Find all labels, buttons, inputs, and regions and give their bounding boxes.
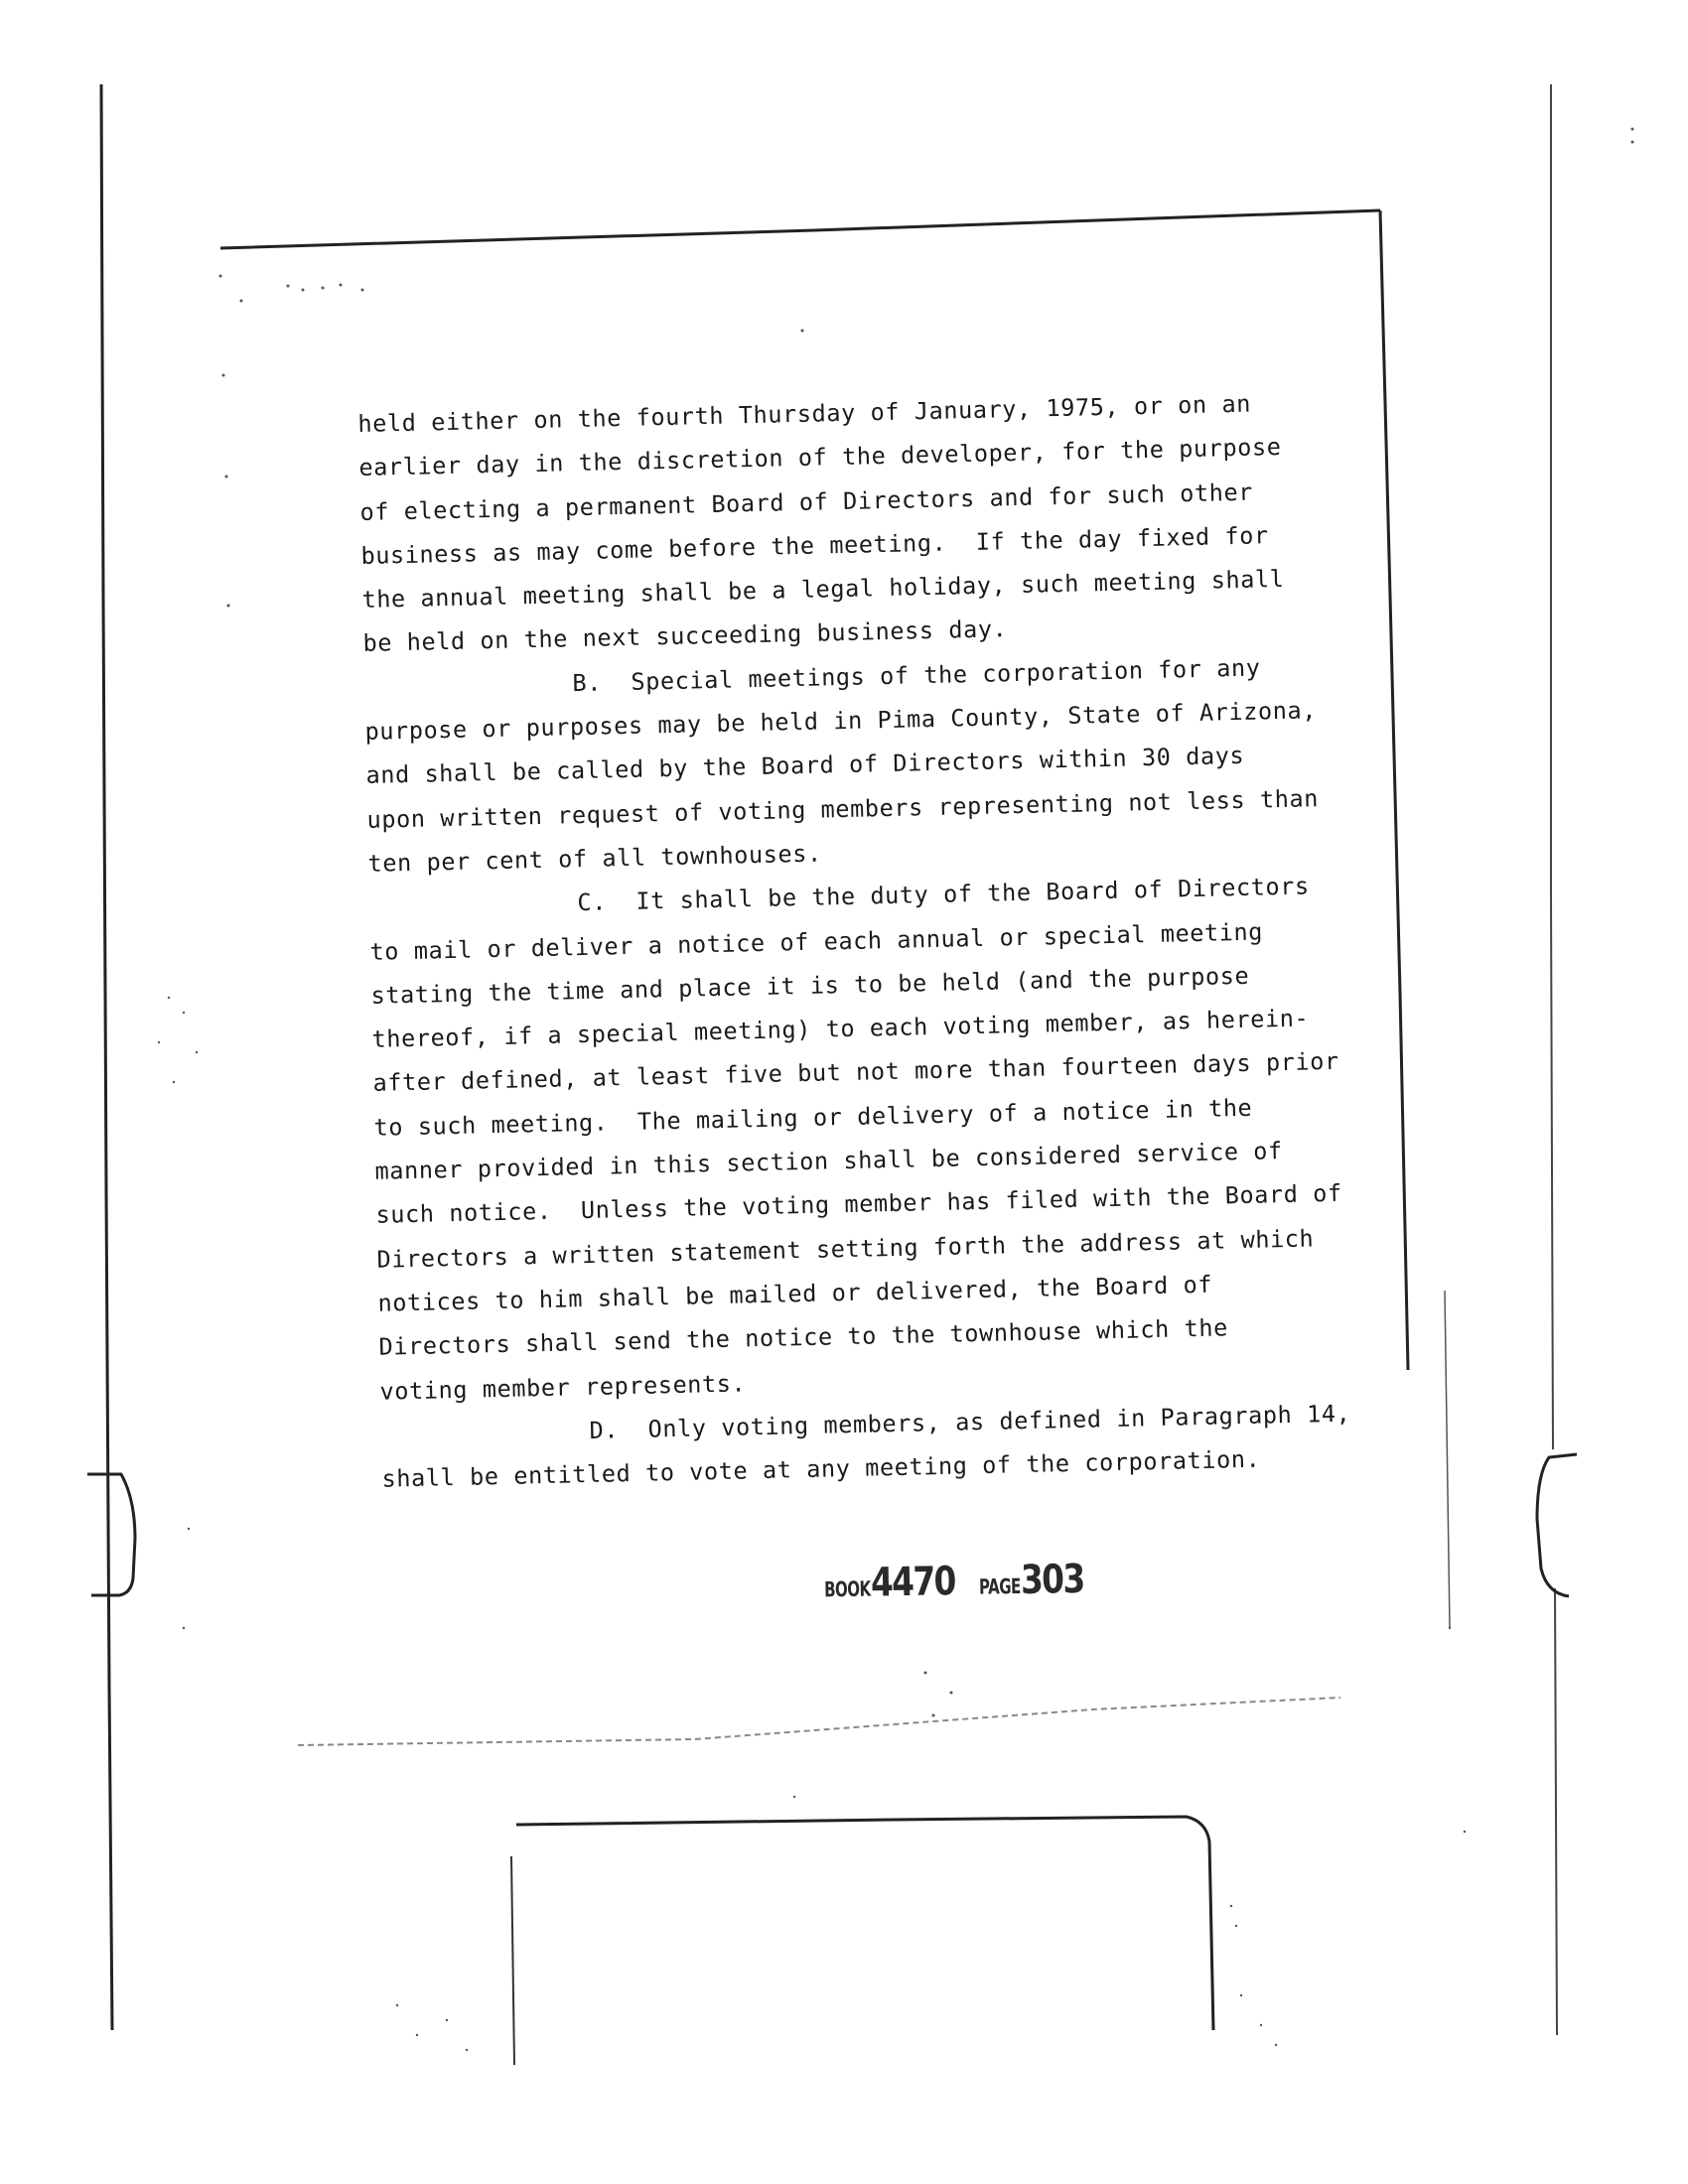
text-line: D. Only voting members, as defined in Paragraph 14,: [589, 1399, 1351, 1444]
text-line: after defined, at least five but not more than fourteen days prior: [372, 1047, 1340, 1098]
document-body: [357, 380, 1351, 1501]
text-line: earlier day in the discretion of the developer, for the purpose: [358, 433, 1282, 482]
recording-stamp: [824, 1557, 1098, 1607]
text-line: notices to him shall be mailed or delivered, the Board of: [377, 1270, 1213, 1317]
text-line: business as may come before the meeting. If the day fixed for: [360, 521, 1269, 570]
paragraph-c: [368, 864, 1343, 1413]
text-line: Directors shall send the notice to the townhouse which the: [378, 1313, 1229, 1361]
stamp-book-label: BOOK: [823, 1575, 871, 1602]
text-line: to such meeting. The mailing or delivery of a notice in the: [373, 1093, 1253, 1142]
text-line: and shall be called by the Board of Directors within 30 days: [365, 742, 1245, 790]
text-line: purpose or purposes may be held in Pima County, State of Arizona,: [364, 696, 1318, 746]
text-line: the annual meeting shall be a legal holiday, such meeting shall: [361, 565, 1285, 614]
text-line: to mail or deliver a notice of each annual or special meeting: [369, 917, 1264, 966]
text-line: B. Special meetings of the corporation for any: [572, 653, 1261, 697]
paragraph-b: [363, 644, 1322, 886]
stamp-book-number: 4470: [870, 1559, 955, 1606]
text-line: shall be entitled to vote at any meeting of the corporation.: [381, 1444, 1261, 1493]
text-line: C. It shall be the duty of the Board of Directors: [577, 872, 1311, 917]
text-line: thereof, if a special meeting) to each voting member, as herein-: [371, 1004, 1310, 1053]
paragraph-a: [357, 380, 1317, 665]
stamp-page-label: PAGE: [978, 1573, 1022, 1600]
text-line: upon written request of voting members representing not less than: [366, 783, 1320, 834]
text-line: held either on the fourth Thursday of January, 1975, or on an: [357, 389, 1252, 438]
text-line: be held on the next succeeding business day.: [362, 614, 1008, 658]
stamp-page-number: 303: [1020, 1556, 1084, 1603]
text-line: ten per cent of all townhouses.: [367, 839, 822, 878]
text-line: such notice. Unless the voting member has filed with the Board of: [375, 1179, 1343, 1230]
text-line: Directors a written statement setting forth the address at which: [376, 1224, 1315, 1274]
text-line: of electing a permanent Board of Directors and for such other: [359, 478, 1254, 526]
text-line: stating the time and place it is to be held (and the purpose: [370, 961, 1250, 1010]
text-line: manner provided in this section shall be considered service of: [374, 1137, 1284, 1185]
text-line: voting member represents.: [379, 1368, 747, 1406]
